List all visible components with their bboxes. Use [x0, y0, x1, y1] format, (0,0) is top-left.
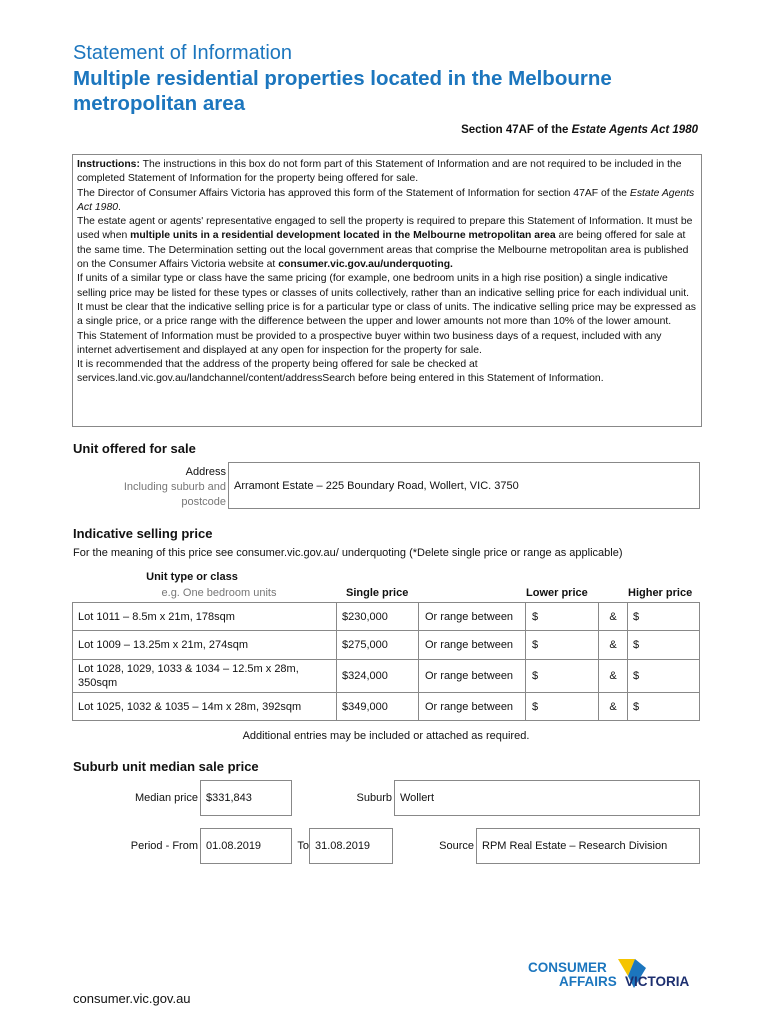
range-ampersand: &: [609, 700, 617, 713]
lower-price-cell[interactable]: $: [525, 693, 599, 720]
instructions-p3: The estate agent or agents' representative engaged to sell the property is required to prepare this Statement of Information. It must be used when multiple units in a residential development located in the Melbourne metropolitan area are being offered for sale at the same time. The Determination setting out the local government areas that comprise the Melbourne metropolitan area is published on the Consumer Affairs Victoria website at consumer.vic.gov.au/underquoting.: [77, 216, 693, 271]
form-subtitle: Multiple residential properties located in the Melbourne metropolitan area: [73, 67, 612, 115]
range-label: Or range between: [425, 610, 514, 623]
unit-type-cell[interactable]: Lot 1025, 1032 & 1035 – 14m x 28m, 392sqm: [73, 693, 337, 720]
lower-price-cell[interactable]: $: [525, 631, 599, 659]
logo-text-consumer: CONSUMER: [528, 960, 607, 975]
median-price-label: Median price: [135, 792, 198, 804]
range-ampersand: &: [609, 639, 617, 651]
period-to-label: To: [297, 840, 309, 852]
unit-type-header: Unit type or class: [146, 571, 238, 583]
period-from-label: Period - From: [130, 840, 198, 852]
lower-price-cell[interactable]: $: [525, 660, 599, 692]
period-to-field[interactable]: 31.08.2019: [309, 828, 393, 864]
single-price-cell[interactable]: $324,000: [337, 660, 419, 692]
higher-price-header: Higher price: [628, 587, 693, 599]
unit-offered-heading: Unit offered for sale: [73, 441, 196, 456]
price-row: [72, 659, 700, 693]
price-row: [72, 602, 700, 631]
unit-type-cell[interactable]: Lot 1009 – 13.25m x 21m, 274sqm: [73, 631, 337, 659]
price-row: [72, 630, 700, 660]
act-name: Estate Agents Act 1980: [571, 124, 698, 136]
median-heading: Suburb unit median sale price: [73, 759, 259, 774]
unit-type-cell[interactable]: Lot 1011 – 8.5m x 21m, 178sqm: [73, 603, 337, 630]
range-ampersand: &: [609, 610, 617, 623]
address-label: Address Including suburb and postcode: [123, 466, 226, 508]
higher-price-cell[interactable]: $: [627, 660, 699, 692]
additional-entries-note: Additional entries may be included or attached as required.: [242, 730, 530, 742]
suburb-field[interactable]: Wollert: [394, 780, 700, 816]
unit-type-example: e.g. One bedroom units: [161, 587, 277, 599]
consumer-affairs-victoria-logo: [528, 958, 700, 992]
lower-price-cell[interactable]: $: [525, 603, 599, 630]
address-field[interactable]: Arramont Estate – 225 Boundary Road, Wollert, VIC. 3750: [228, 462, 700, 509]
instructions-p1: Instructions: The instructions in this box do not form part of this Statement of Information and are not required to be included in the completed Statement of Information for the property being offered for sale.: [77, 159, 682, 185]
logo-text-affairs: AFFAIRS: [559, 974, 617, 989]
range-ampersand: &: [609, 670, 617, 682]
single-price-cell[interactable]: $230,000: [337, 603, 419, 630]
instructions-p5: This Statement of Information must be provided to a prospective buyer within two business days of a request, included with any internet advertisement and displayed at any open for inspection for the property for sale.: [77, 330, 662, 356]
logo-text-victoria: VICTORIA: [625, 974, 690, 989]
single-price-cell[interactable]: $275,000: [337, 631, 419, 659]
median-price-field[interactable]: $331,843: [200, 780, 292, 816]
higher-price-cell[interactable]: $: [627, 631, 699, 659]
higher-price-cell[interactable]: $: [627, 693, 699, 720]
unit-type-cell[interactable]: Lot 1028, 1029, 1033 & 1034 – 12.5m x 28m, 350sqm: [73, 660, 337, 692]
range-label: Or range between: [425, 639, 514, 651]
section-reference: Section 47AF of the Estate Agents Act 1980: [461, 124, 698, 136]
instructions-p6: It is recommended that the address of the property being offered for sale be checked at services.land.vic.gov.au/landchannel/content/addressSearch before being entered in this Statement of Information.: [77, 359, 604, 385]
higher-price-cell[interactable]: $: [627, 603, 699, 630]
range-label: Or range between: [425, 670, 514, 682]
single-price-header: Single price: [346, 587, 409, 599]
lower-price-header: Lower price: [526, 587, 588, 599]
source-field[interactable]: RPM Real Estate – Research Division: [476, 828, 700, 864]
instructions-p4: If units of a similar type or class have the same pricing (for example, one bedroom units in a high rise position) a single indicative selling price may be listed for these types or classes of units collectively, rather than an indicative selling price for each individual unit. It must be clear that the indicative selling price is for a particular type or class of units. The indicative selling price may be expressed as a single price, or a price range with the difference between the upper and lower amounts not more than 10% of the lower amount.: [77, 273, 696, 328]
instructions-box: [72, 154, 702, 427]
source-label: Source: [439, 840, 474, 852]
indicative-heading: Indicative selling price: [73, 526, 213, 541]
instructions-p2: The Director of Consumer Affairs Victoria has approved this form of the Statement of Information for section 47AF of the Estate Agents Act 1980.: [77, 187, 695, 213]
range-label: Or range between: [425, 700, 514, 713]
footer-url[interactable]: consumer.vic.gov.au: [73, 991, 191, 1006]
period-from-field[interactable]: 01.08.2019: [200, 828, 292, 864]
suburb-label: Suburb: [356, 792, 392, 804]
single-price-cell[interactable]: $349,000: [337, 693, 419, 720]
price-row: [72, 692, 700, 721]
form-title: Statement of Information: [73, 42, 293, 64]
indicative-note: For the meaning of this price see consumer.vic.gov.au/ underquoting (*Delete single price or range as applicable): [73, 547, 623, 559]
